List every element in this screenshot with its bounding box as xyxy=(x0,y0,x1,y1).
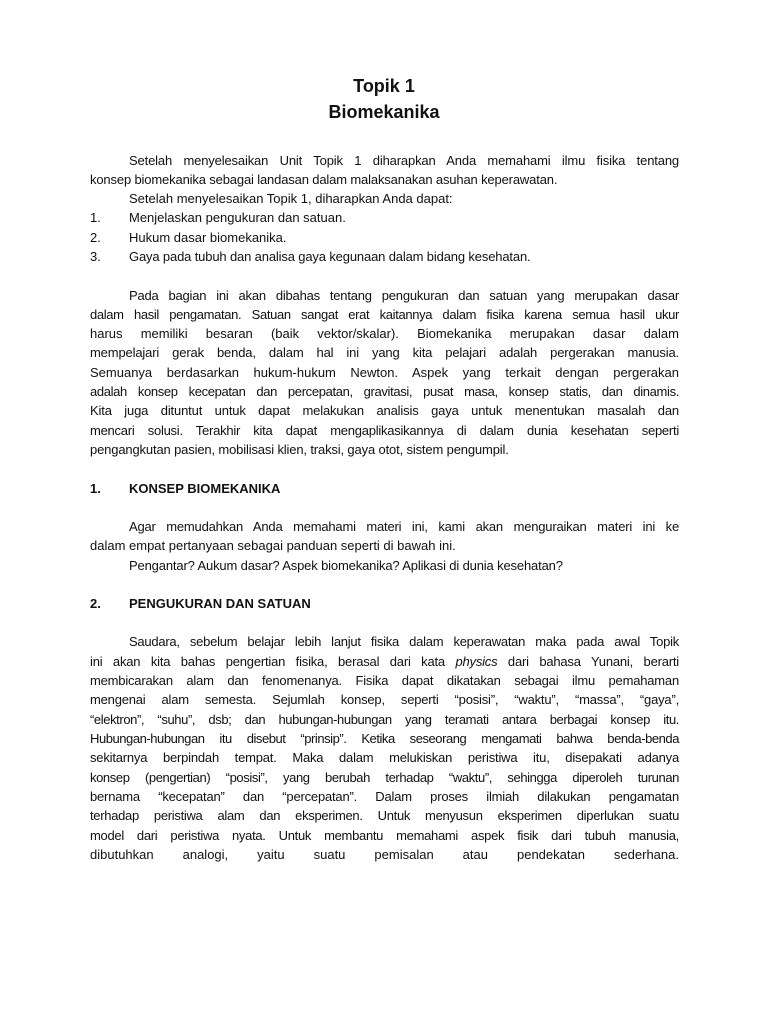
goal-text: Gaya pada tubuh dan analisa gaya kegunaan dalam bidang kesehatan. xyxy=(129,249,531,264)
page-title: Topik 1 xyxy=(353,76,415,96)
section-2-line: dibutuhkan analogi, yaitu suatu pemisalan atau pendekatan sederhana. xyxy=(90,847,679,862)
section-2-line: terhadap peristiwa alam dan eksperimen. Untuk menyusun eksperimen diperlukan suatu xyxy=(90,808,679,823)
text-fragment: dari bahasa Yunani, berarti xyxy=(497,654,679,669)
section-2-line: Saudara, sebelum belajar lebih lanjut fisika dalam keperawatan maka pada awal Topik xyxy=(129,634,679,649)
section-2-line: sekitarnya berpindah tempat. Maka dalam melukiskan peristiwa itu, disepakati adanya xyxy=(90,750,679,765)
section-2-line: bernama “kecepatan” dan “percepatan”. Dalam proses ilmiah dilakukan pengamatan xyxy=(90,789,679,804)
section-2-heading: PENGUKURAN DAN SATUAN xyxy=(129,596,311,611)
overview-line: dalam hasil pengamatan. Satuan sangat erat kaitannya dalam fisika karena semua hasil ukur xyxy=(90,307,679,322)
section-2-line: mengenai alam semesta. Sejumlah konsep, seperti “posisi”, “waktu”, “massa”, “gaya”, xyxy=(90,692,679,707)
intro-objectives-lead: Setelah menyelesaikan Topik 1, diharapkan Anda dapat: xyxy=(129,191,453,206)
section-2-line: model dari peristiwa nyata. Untuk membantu memahami aspek fisik dari tubuh manusia, xyxy=(90,828,679,843)
page-subtitle: Biomekanika xyxy=(328,102,440,122)
section-2-line: “elektron”, “suhu”, dsb; dan hubungan-hubungan yang teramati antara berbagai konsep itu. xyxy=(90,712,679,727)
goal-text: Menjelaskan pengukuran dan satuan. xyxy=(129,210,346,225)
section-2-line-with-italic xyxy=(90,652,679,671)
overview-line: pengangkutan pasien, mobilisasi klien, traksi, gaya otot, sistem pengumpil. xyxy=(90,442,509,457)
goal-number: 2. xyxy=(90,230,101,245)
section-2-line: membicarakan alam dan fenomenanya. Fisika dapat dikatakan sebagai ilmu pemahaman xyxy=(90,673,679,688)
overview-line: adalah konsep kecepatan dan percepatan, gravitasi, pusat masa, konsep statis, dan dinamis. xyxy=(90,384,679,399)
section-2-line: Hubungan-hubungan itu disebut “prinsip”. Ketika seseorang mengamati bahwa benda-benda xyxy=(90,731,679,746)
goal-number: 3. xyxy=(90,249,101,264)
section-1-number: 1. xyxy=(90,481,101,496)
overview-line: Semuanya berdasarkan hukum-hukum Newton. Aspek yang terkait dengan pergerakan xyxy=(90,365,679,380)
intro-line-1: Setelah menyelesaikan Unit Topik 1 diharapkan Anda memahami ilmu fisika tentang xyxy=(129,153,679,168)
intro-line-2: konsep biomekanika sebagai landasan dalam malaksanakan asuhan keperawatan. xyxy=(90,172,558,187)
section-1-line: dalam empat pertanyaan sebagai panduan seperti di bawah ini. xyxy=(90,538,456,553)
overview-line: mempelajari gerak benda, dalam hal ini yang kita pelajari adalah pergerakan manusia. xyxy=(90,345,679,360)
text-fragment: ini akan kita bahas pengertian fisika, berasal dari kata xyxy=(90,654,456,669)
overview-line: Pada bagian ini akan dibahas tentang pengukuran dan satuan yang merupakan dasar xyxy=(129,288,679,303)
section-2-number: 2. xyxy=(90,596,101,611)
goal-text: Hukum dasar biomekanika. xyxy=(129,230,287,245)
goal-number: 1. xyxy=(90,210,101,225)
section-1-questions: Pengantar? Aukum dasar? Aspek biomekanika? Aplikasi di dunia kesehatan? xyxy=(129,558,563,573)
overview-line: Kita juga dituntut untuk dapat melakukan analisis gaya untuk menentukan masalah dan xyxy=(90,403,679,418)
overview-line: mencari solusi. Terakhir kita dapat mengaplikasikannya di dalam dunia kesehatan seperti xyxy=(90,423,679,438)
overview-line: harus memiliki besaran (baik vektor/skalar). Biomekanika merupakan dasar dalam xyxy=(90,326,679,341)
italic-term: physics xyxy=(455,654,498,669)
section-2-line: konsep (pengertian) “posisi”, yang berubah terhadap “waktu”, sehingga diperoleh turunan xyxy=(90,770,679,785)
section-1-heading: KONSEP BIOMEKANIKA xyxy=(129,481,281,496)
section-1-line: Agar memudahkan Anda memahami materi ini, kami akan menguraikan materi ini ke xyxy=(129,519,679,534)
